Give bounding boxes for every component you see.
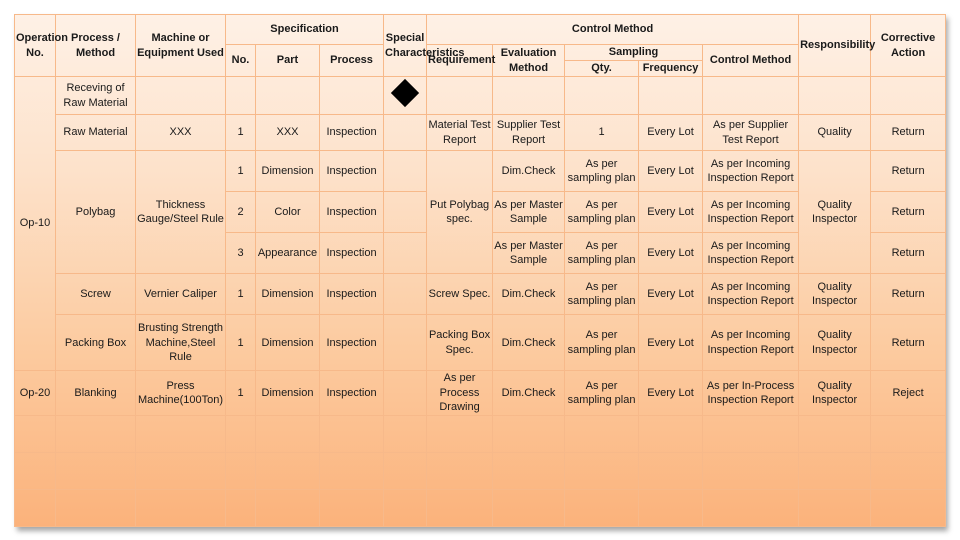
polybag-part: Dimension bbox=[256, 151, 320, 192]
polybag-frequency: Every Lot bbox=[639, 151, 703, 192]
special-characteristic-cell bbox=[384, 77, 427, 115]
packing-box-responsibility: Quality Inspector bbox=[799, 315, 871, 371]
raw-material-control: As per Supplier Test Report bbox=[703, 115, 799, 151]
table-row bbox=[15, 77, 946, 115]
polybag-no: 3 bbox=[226, 233, 256, 274]
packing-box-spec-process: Inspection bbox=[320, 315, 384, 371]
screw-frequency: Every Lot bbox=[639, 274, 703, 315]
header-specification: Specification bbox=[226, 15, 384, 45]
packing-box-process: Packing Box bbox=[56, 315, 136, 371]
empty-row bbox=[15, 415, 946, 452]
raw-material-no: 1 bbox=[226, 115, 256, 151]
polybag-action: Return bbox=[871, 233, 946, 274]
header-control-method: Control Method bbox=[703, 45, 799, 77]
screw-control: As per Incoming Inspection Report bbox=[703, 274, 799, 315]
packing-box-action: Return bbox=[871, 315, 946, 371]
polybag-part: Appearance bbox=[256, 233, 320, 274]
blanking-frequency: Every Lot bbox=[639, 371, 703, 416]
screw-action: Return bbox=[871, 274, 946, 315]
header-corrective-action: Corrective Action bbox=[871, 15, 946, 77]
polybag-machine: Thickness Gauge/Steel Rule bbox=[136, 151, 226, 274]
table-row bbox=[15, 315, 946, 371]
header-control-method-group: Control Method bbox=[427, 15, 799, 45]
header-spec-process: Process bbox=[320, 45, 384, 77]
raw-material-action: Return bbox=[871, 115, 946, 151]
polybag-spec-process: Inspection bbox=[320, 233, 384, 274]
blanking-machine: Press Machine(100Ton) bbox=[136, 371, 226, 416]
packing-box-requirement: Packing Box Spec. bbox=[427, 315, 493, 371]
packing-box-control: As per Incoming Inspection Report bbox=[703, 315, 799, 371]
polybag-frequency: Every Lot bbox=[639, 233, 703, 274]
control-plan-table bbox=[14, 14, 946, 527]
table-row bbox=[15, 371, 946, 416]
blanking-no: 1 bbox=[226, 371, 256, 416]
polybag-requirement: Put Polybag spec. bbox=[427, 151, 493, 274]
polybag-control: As per Incoming Inspection Report bbox=[703, 151, 799, 192]
screw-qty: As per sampling plan bbox=[565, 274, 639, 315]
polybag-spec-process: Inspection bbox=[320, 192, 384, 233]
polybag-no: 2 bbox=[226, 192, 256, 233]
header-evaluation-method: Evaluation Method bbox=[493, 45, 565, 77]
raw-material-qty: 1 bbox=[565, 115, 639, 151]
blanking-responsibility: Quality Inspector bbox=[799, 371, 871, 416]
packing-box-qty: As per sampling plan bbox=[565, 315, 639, 371]
blanking-part: Dimension bbox=[256, 371, 320, 416]
packing-box-part: Dimension bbox=[256, 315, 320, 371]
polybag-qty: As per sampling plan bbox=[565, 151, 639, 192]
polybag-qty: As per sampling plan bbox=[565, 192, 639, 233]
header-responsibility: Responsibility bbox=[799, 15, 871, 77]
header-qty: Qty. bbox=[565, 61, 639, 77]
polybag-frequency: Every Lot bbox=[639, 192, 703, 233]
table-row bbox=[15, 115, 946, 151]
screw-part: Dimension bbox=[256, 274, 320, 315]
op20-number: Op-20 bbox=[15, 371, 56, 416]
raw-material-frequency: Every Lot bbox=[639, 115, 703, 151]
polybag-spec-process: Inspection bbox=[320, 151, 384, 192]
screw-no: 1 bbox=[226, 274, 256, 315]
header-requirement: Requirement bbox=[427, 45, 493, 77]
blanking-process: Blanking bbox=[56, 371, 136, 416]
screw-responsibility: Quality Inspector bbox=[799, 274, 871, 315]
polybag-evaluation: Dim.Check bbox=[493, 151, 565, 192]
header-process-method: Process / Method bbox=[56, 15, 136, 77]
blanking-evaluation: Dim.Check bbox=[493, 371, 565, 416]
screw-evaluation: Dim.Check bbox=[493, 274, 565, 315]
blanking-control: As per In-Process Inspection Report bbox=[703, 371, 799, 416]
blanking-action: Reject bbox=[871, 371, 946, 416]
polybag-evaluation: As per Master Sample bbox=[493, 233, 565, 274]
packing-box-evaluation: Dim.Check bbox=[493, 315, 565, 371]
polybag-action: Return bbox=[871, 192, 946, 233]
polybag-control: As per Incoming Inspection Report bbox=[703, 233, 799, 274]
screw-requirement: Screw Spec. bbox=[427, 274, 493, 315]
packing-box-frequency: Every Lot bbox=[639, 315, 703, 371]
polybag-process: Polybag bbox=[56, 151, 136, 274]
polybag-no: 1 bbox=[226, 151, 256, 192]
table-row bbox=[15, 274, 946, 315]
raw-material-requirement: Material Test Report bbox=[427, 115, 493, 151]
screw-machine: Vernier Caliper bbox=[136, 274, 226, 315]
receiving-process: Receving of Raw Material bbox=[56, 77, 136, 115]
polybag-evaluation: As per Master Sample bbox=[493, 192, 565, 233]
packing-box-machine: Brusting Strength Machine,Steel Rule bbox=[136, 315, 226, 371]
empty-row bbox=[15, 452, 946, 489]
polybag-qty: As per sampling plan bbox=[565, 233, 639, 274]
polybag-responsibility: Quality Inspector bbox=[799, 151, 871, 274]
polybag-action: Return bbox=[871, 151, 946, 192]
header-operation-no: Operation No. bbox=[15, 15, 56, 77]
raw-material-responsibility: Quality bbox=[799, 115, 871, 151]
header-sampling: Sampling bbox=[565, 45, 703, 61]
header-special-characteristics: Special Characteristics bbox=[384, 15, 427, 77]
screw-process: Screw bbox=[56, 274, 136, 315]
raw-material-machine: XXX bbox=[136, 115, 226, 151]
blanking-qty: As per sampling plan bbox=[565, 371, 639, 416]
raw-material-spec-process: Inspection bbox=[320, 115, 384, 151]
black-diamond-icon bbox=[391, 79, 419, 107]
polybag-control: As per Incoming Inspection Report bbox=[703, 192, 799, 233]
table-row bbox=[15, 151, 946, 192]
packing-box-no: 1 bbox=[226, 315, 256, 371]
blanking-spec-process: Inspection bbox=[320, 371, 384, 416]
header-machine: Machine or Equipment Used bbox=[136, 15, 226, 77]
raw-material-evaluation: Supplier Test Report bbox=[493, 115, 565, 151]
screw-spec-process: Inspection bbox=[320, 274, 384, 315]
op10-number: Op-10 bbox=[15, 77, 56, 371]
empty-row bbox=[15, 489, 946, 526]
raw-material-part: XXX bbox=[256, 115, 320, 151]
header-spec-no: No. bbox=[226, 45, 256, 77]
header-frequency: Frequency bbox=[639, 61, 703, 77]
header-spec-part: Part bbox=[256, 45, 320, 77]
blanking-requirement: As per Process Drawing bbox=[427, 371, 493, 416]
raw-material-process: Raw Material bbox=[56, 115, 136, 151]
polybag-part: Color bbox=[256, 192, 320, 233]
